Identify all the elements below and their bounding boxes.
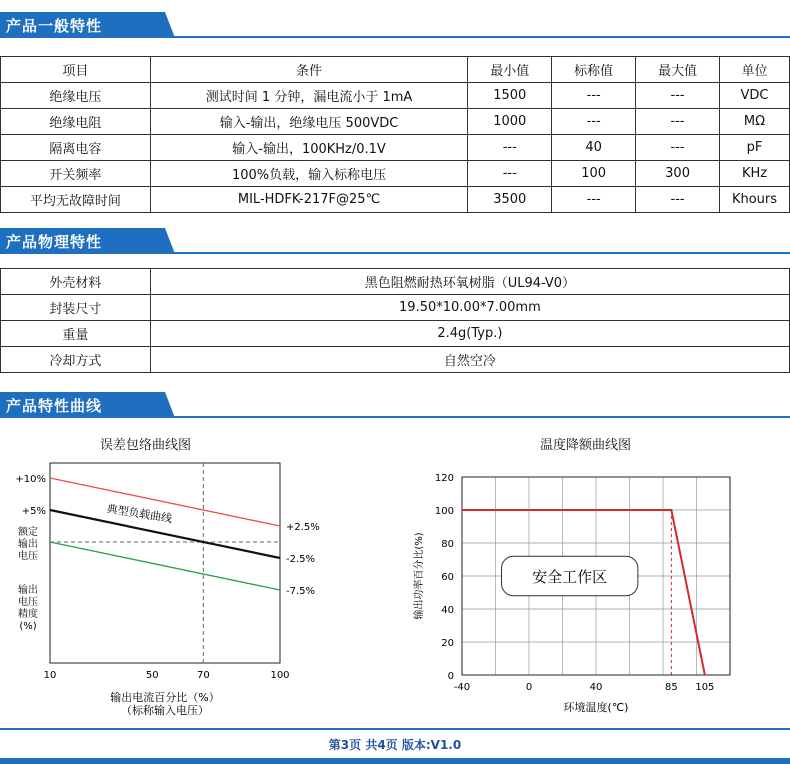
x-tick: 10 [43,670,57,681]
header-cell: 最小值 [468,57,552,83]
table-cell: 绝缘电阻 [1,109,151,135]
footer-bar [0,758,790,764]
table-cell: 输入-输出，100KHz/0.1V [150,135,468,161]
section-general-title: 产品一般特性 [6,17,103,35]
y-tick: 40 [441,605,454,616]
x-axis-label: 环境温度(℃) [563,701,629,714]
x-tick: 105 [695,682,715,693]
x-axis-sublabel: （标称输入电压） [121,704,209,717]
table-cell: 平均无故障时间 [1,187,151,213]
header-cell: 最大值 [636,57,720,83]
table-cell: --- [636,135,720,161]
y-axis-label: 精度 [18,609,38,620]
table-row [1,347,790,373]
table-cell: 封装尺寸 [1,295,151,321]
table-cell: 绝缘电压 [1,83,151,109]
table-cell: 1000 [468,109,552,135]
x-tick: 85 [665,682,678,693]
table-cell: 开关频率 [1,161,151,187]
table-cell: 自然空冷 [150,347,789,373]
table-cell: 隔离电容 [1,135,151,161]
y-axis-label: 电压 [18,551,38,562]
x-tick: 70 [196,670,210,681]
table-cell: --- [552,83,636,109]
table-cell: 黑色阻燃耐热环氧树脂（UL94-V0） [150,269,789,295]
physical-table [0,268,790,373]
y-tick: 100 [434,506,454,517]
table-cell: --- [468,135,552,161]
header-cell: 标称值 [552,57,636,83]
y-axis-label: 输出 [18,539,38,550]
safe-region-label: 安全工作区 [532,568,608,586]
typical-load-label: 典型负载曲线 [105,502,173,526]
table-cell: --- [636,187,720,213]
table-cell: pF [720,135,790,161]
y-tick-left: +10% [15,474,46,485]
section-curves-title: 产品特性曲线 [6,397,103,415]
plot-frame [50,463,280,663]
table-cell: 19.50*10.00*7.00mm [150,295,789,321]
y-tick-right: -2.5% [286,554,316,565]
y-tick-left: +5% [21,506,46,517]
general-table [0,56,790,213]
y-tick-right: -7.5% [286,586,316,597]
y-tick: 0 [447,671,454,682]
table-cell: Khours [720,187,790,213]
x-tick: 100 [270,670,290,681]
table-cell: --- [552,187,636,213]
table-row [1,187,790,213]
section-curves-bar [0,392,790,418]
section-general-bar [0,12,790,38]
table-row [1,321,790,347]
y-axis-label: 电压 [18,597,38,608]
table-cell: --- [552,109,636,135]
page-footer: 第3页 共4页 版本:V1.0 [328,738,462,752]
chart2-title: 温度降额曲线图 [540,438,632,453]
y-tick: 60 [441,572,454,583]
table-row [1,269,790,295]
table-cell: 300 [636,161,720,187]
table-cell: VDC [720,83,790,109]
y-tick: 120 [434,473,454,484]
x-axis-label: 输出电流百分比（%） [110,691,220,704]
error-envelope-chart [0,455,330,720]
series-line-2 [50,542,280,590]
header-cell: 条件 [150,57,468,83]
table-row [1,295,790,321]
table-cell: --- [636,109,720,135]
table-cell: 输入-输出，绝缘电压 500VDC [150,109,468,135]
table-cell: 100%负载，输入标称电压 [150,161,468,187]
table-cell: 2.4g(Typ.) [150,321,789,347]
y-axis-label: 额定 [18,527,38,538]
table-cell: KHz [720,161,790,187]
x-tick: 0 [525,682,533,693]
y-axis-label: 输出功率百分比(%) [414,532,425,620]
table-cell: 1500 [468,83,552,109]
temperature-derating-chart [400,455,790,714]
x-tick: -40 [453,682,471,693]
x-tick: 50 [145,670,159,681]
table-cell: MΩ [720,109,790,135]
table-row [1,135,790,161]
table-cell: 100 [552,161,636,187]
table-cell: --- [636,83,720,109]
y-axis-label: (%) [19,621,37,632]
y-axis-label: 输出 [18,585,38,596]
y-tick: 20 [441,638,454,649]
table-cell: 冷却方式 [1,347,151,373]
table-cell: 测试时间 1 分钟，漏电流小于 1mA [150,83,468,109]
header-cell: 单位 [720,57,790,83]
header-cell: 项目 [1,57,151,83]
table-row [1,161,790,187]
table-cell: 40 [552,135,636,161]
table-header-row [1,57,790,83]
table-cell: 3500 [468,187,552,213]
x-tick: 40 [589,682,603,693]
table-cell: MIL-HDFK-217F@25℃ [150,187,468,213]
table-cell: 重量 [1,321,151,347]
section-physical-title: 产品物理特性 [6,233,103,251]
chart1-title: 误差包络曲线图 [100,438,192,453]
table-cell: --- [468,161,552,187]
table-row [1,109,790,135]
section-physical-bar [0,228,790,254]
y-tick: 80 [441,539,454,550]
table-row [1,83,790,109]
footer-divider [0,728,790,730]
y-tick-right: +2.5% [286,522,320,533]
table-cell: 外壳材料 [1,269,151,295]
